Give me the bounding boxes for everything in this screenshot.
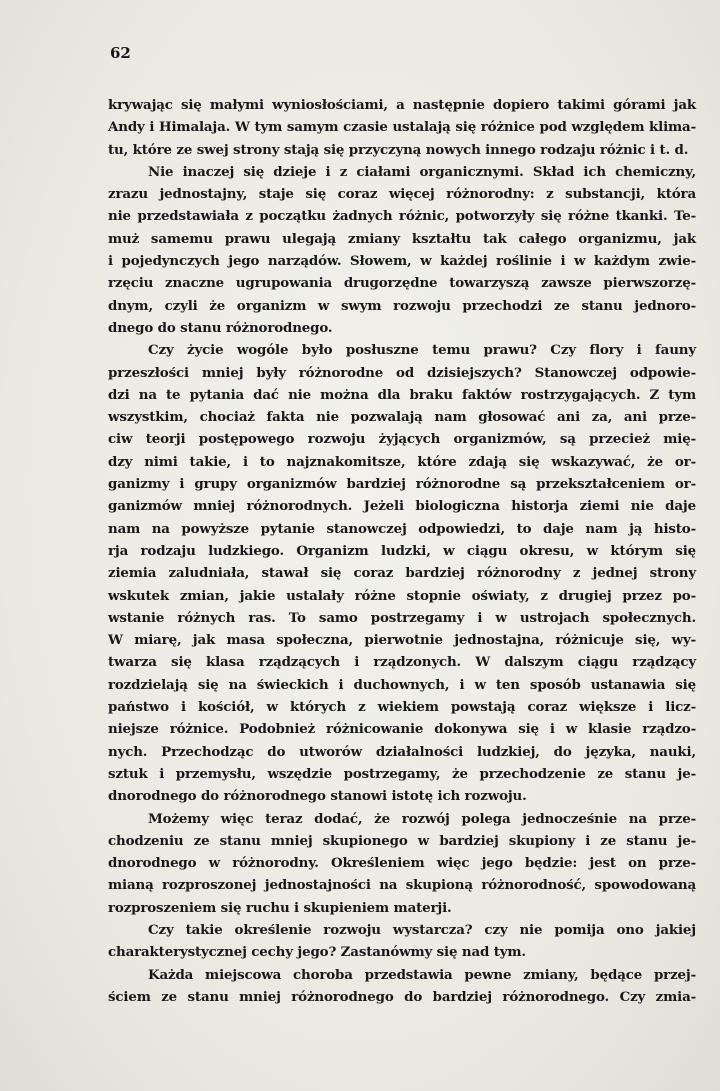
text-line: niejsze różnice. Podobnież różnicowanie dokonywa się i w klasie rządzo- bbox=[108, 721, 696, 738]
text-line: państwo i kościół, w których z wiekiem powstają coraz większe i licz- bbox=[108, 699, 696, 716]
text-line: chodzeniu ze stanu mniej skupionego w bardziej skupiony i ze stanu je- bbox=[108, 832, 696, 849]
text-line: Czy takie określenie rozwoju wystarcza? czy nie pomija ono jakiej bbox=[148, 921, 696, 938]
text-line: ściem ze stanu mniej różnorodnego do bardziej różnorodnego. Czy zmia- bbox=[108, 988, 696, 1005]
text-line: dnorodnego do różnorodnego stanowi istotę ich rozwoju. bbox=[108, 788, 527, 805]
text-line: charakterystycznej cechy jego? Zastanówmy się nad tym. bbox=[108, 944, 526, 961]
text-line: tu, które ze swej strony stają się przyczyną nowych innego rodzaju różnic i t. d. bbox=[108, 141, 689, 158]
text-line: Czy życie wogóle było posłuszne temu prawu? Czy flory i fauny bbox=[148, 342, 696, 359]
text-line: rja rodzaju ludzkiego. Organizm ludzki, w ciągu okresu, w którym się bbox=[108, 542, 696, 559]
paragraph bbox=[108, 94, 696, 161]
text-line: Nie inaczej się dzieje i z ciałami organicznymi. Skład ich chemiczny, bbox=[148, 163, 696, 180]
text-line: nych. Przechodząc do utworów działalności ludzkiej, do języka, nauki, bbox=[108, 743, 696, 760]
text-line: zrazu jednostajny, staje się coraz więcej różnorodny: z substancji, która bbox=[108, 186, 696, 203]
text-line: dnym, czyli że organizm w swym rozwoju przechodzi ze stanu jednoro- bbox=[108, 297, 696, 314]
text-line: przeszłości mniej były różnorodne od dzisiejszych? Stanowczej odpowie- bbox=[108, 364, 696, 381]
page-number: 62 bbox=[110, 44, 131, 62]
text-line: dnego do stanu różnorodnego. bbox=[108, 319, 333, 336]
paragraph bbox=[108, 339, 696, 807]
text-line: wstanie różnych ras. To samo postrzegamy i w ustrojach społecznych. bbox=[108, 609, 696, 626]
text-line: dzi na te pytania dać nie można dla braku faktów rostrzygających. Z tym bbox=[108, 386, 696, 403]
text-line: i pojedynczych jego narządów. Słowem, w każdej roślinie i w każdym zwie- bbox=[108, 253, 696, 270]
text-line: rozproszeniem się ruchu i skupieniem materji. bbox=[108, 899, 452, 916]
text-line: rzęciu znaczne ugrupowania drugorzędne towarzyszą zawsze pierwszorzę- bbox=[108, 275, 696, 292]
text-line: Możemy więc teraz dodać, że rozwój polega jednocześnie na prze- bbox=[148, 810, 696, 827]
text-line: ganizmów mniej różnorodnych. Jeżeli biologiczna historja ziemi nie daje bbox=[108, 498, 696, 515]
text-line: Andy i Himalaja. W tym samym czasie ustalają się różnice pod względem klima- bbox=[108, 119, 696, 136]
text-line: nam na powyższe pytanie stanowczej odpowiedzi, to daje nam ją histo- bbox=[108, 520, 696, 537]
text-line: dnorodnego w różnorodny. Określeniem więc jego będzie: jest on prze- bbox=[108, 855, 696, 872]
text-line: ganizmy i grupy organizmów bardziej różnorodne są przekształceniem or- bbox=[108, 476, 696, 493]
text-line: mianą rozproszonej jednostajności na skupioną różnorodność, spowodowaną bbox=[108, 877, 696, 894]
text-line: krywając się małymi wyniosłościami, a następnie dopiero takimi górami jak bbox=[108, 97, 696, 113]
paragraph bbox=[108, 161, 696, 339]
text-line: dzy nimi takie, i to najznakomitsze, które zdają się wskazywać, że or- bbox=[108, 453, 696, 470]
body-text bbox=[108, 94, 696, 1008]
text-line: Każda miejscowa choroba przedstawia pewne zmiany, będące przej- bbox=[148, 966, 696, 983]
text-line: nie przedstawiała z początku żadnych różnic, potworzyły się różne tkanki. Te- bbox=[108, 208, 696, 225]
text-line: twarza się klasa rządzących i rządzonych. W dalszym ciągu rządzący bbox=[108, 654, 696, 671]
text-line: sztuk i przemysłu, wszędzie postrzegamy, że przechodzenie ze stanu je- bbox=[108, 765, 696, 782]
paragraph bbox=[108, 919, 696, 964]
text-line: rozdzielają się na świeckich i duchownych, i w ten sposób ustanawia się bbox=[108, 676, 696, 693]
text-line: muż samemu prawu ulegają zmiany kształtu tak całego organizmu, jak bbox=[108, 230, 696, 247]
text-line: wskutek zmian, jakie ustalały różne stopnie oświaty, z drugiej przez po- bbox=[108, 587, 696, 604]
paragraph bbox=[108, 808, 696, 919]
paragraph bbox=[108, 964, 696, 1009]
text-line: ziemia zaludniała, stawał się coraz bardziej różnorodny z jednej strony bbox=[108, 565, 696, 582]
text-line: ciw teorji postępowego rozwoju żyjących organizmów, są przecież mię- bbox=[108, 431, 696, 448]
text-line: W miarę, jak masa społeczna, pierwotnie jednostajna, różnicuje się, wy- bbox=[108, 632, 696, 649]
text-line: wszystkim, chociaż fakta nie pozwalają nam głosować ani za, ani prze- bbox=[108, 409, 696, 426]
